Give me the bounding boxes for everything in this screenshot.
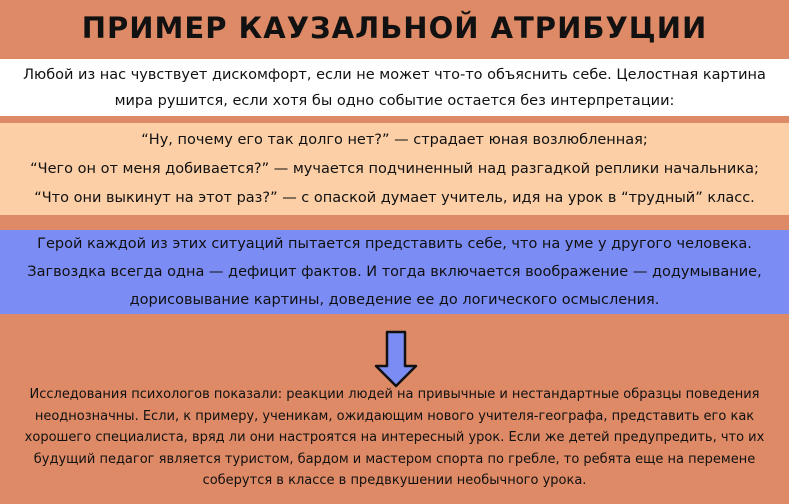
quote-line: “Чего он от меня добивается?” — мучается подчиненный над разгадкой реплики начальника; xyxy=(30,160,759,177)
hero-block xyxy=(0,230,789,314)
intro-block xyxy=(0,59,789,116)
quotes-block xyxy=(0,123,789,215)
research-line: Исследования психологов показали: реакции людей на привычные и нестандартные образцы поведения xyxy=(29,387,760,402)
page-title: ПРИМЕР КАУЗАЛЬНОЙ АТРИБУЦИИ xyxy=(81,11,708,45)
arrow-down-icon xyxy=(374,330,418,388)
hero-line: Герой каждой из этих ситуаций пытается представить себе, что на уме у другого человека. xyxy=(37,236,752,252)
research-line: соберутся в классе в предвкушении необычного урока. xyxy=(202,473,587,488)
quote-line: “Ну, почему его так долго нет?” — страдает юная возлюбленная; xyxy=(141,131,648,148)
hero-line: Загвоздка всегда одна — дефицит фактов. И тогда включается воображение — додумывание, xyxy=(27,264,762,280)
quote-line: “Что они выкинут на этот раз?” — с опаской думает учитель, идя на урок в “трудный” класс. xyxy=(34,189,755,206)
research-line: неоднозначны. Если, к примеру, ученикам, ожидающим нового учителя-географа, представить его как xyxy=(34,408,755,424)
research-block xyxy=(0,384,789,504)
intro-line: Любой из нас чувствует дискомфорт, если не может что-то объяснить себе. Целостная картина xyxy=(23,66,766,83)
hero-line: дорисовывание картины, доведение ее до логического осмысления. xyxy=(129,292,660,308)
intro-line: мира рушится, если хотя бы одно событие остается без интерпретации: xyxy=(114,92,675,109)
research-line: хорошего специалиста, вряд ли они настроятся на интересный урок. Если же детей предупредить, что их xyxy=(24,430,765,445)
research-line: будущий педагог является туристом, бардом и мастером спорта по гребле, то ребята еще на перемене xyxy=(33,451,756,467)
